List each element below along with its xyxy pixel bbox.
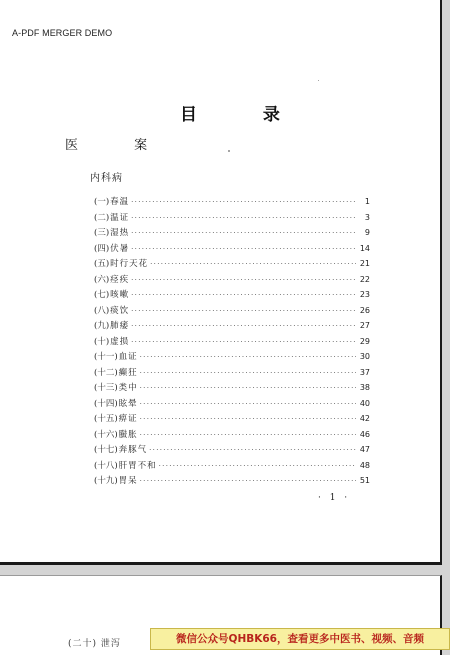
toc-entry-title: 咳嗽 <box>110 288 129 300</box>
toc-entry-title: 肝胃不和 <box>119 459 157 471</box>
toc-entry-page: 23 <box>358 290 370 299</box>
toc-entry[interactable] <box>94 443 370 459</box>
toc-entry[interactable] <box>94 288 370 304</box>
toc-entry-number: (二) <box>94 211 109 223</box>
toc-entry[interactable] <box>94 412 370 428</box>
toc-entry-title: 血证 <box>119 350 138 362</box>
toc-entry-page: 46 <box>358 430 370 439</box>
toc-entry-title: 湿热 <box>110 226 129 238</box>
toc-entry-page: 30 <box>358 352 370 361</box>
toc-leader-dots <box>131 276 356 284</box>
toc-entry-number: (十九) <box>94 474 118 486</box>
scan-speck <box>318 80 319 81</box>
category-heading: 内科病 <box>90 169 123 184</box>
section-title: 医 案 <box>65 134 173 153</box>
toc-leader-dots <box>140 415 356 423</box>
toc-entry-page: 27 <box>358 321 370 330</box>
toc-leader-dots <box>159 462 356 470</box>
toc-entry-number: (九) <box>94 319 109 331</box>
toc-entry[interactable] <box>94 381 370 397</box>
toc-entry-title: 奔豚气 <box>119 443 148 455</box>
toc-leader-dots <box>131 338 356 346</box>
toc-entry[interactable] <box>94 397 370 413</box>
toc-partial-entry: (二十) 泄泻 <box>68 636 121 649</box>
toc-leader-dots <box>149 446 356 454</box>
toc-leader-dots <box>131 307 356 315</box>
toc-entry-title: 类中 <box>119 381 138 393</box>
toc-leader-dots <box>140 384 356 392</box>
toc-entry-page: 26 <box>358 306 370 315</box>
toc-leader-dots <box>140 353 356 361</box>
toc-entry-number: (七) <box>94 288 109 300</box>
toc-entry-number: (十八) <box>94 459 118 471</box>
toc-entry-title: 时行天花 <box>110 257 148 269</box>
toc-leader-dots <box>140 400 356 408</box>
toc-entry-title: 痹证 <box>119 412 138 424</box>
toc-entry-page: 14 <box>358 244 370 253</box>
toc-entry-number: (十五) <box>94 412 118 424</box>
toc-entry[interactable] <box>94 459 370 475</box>
toc-entry-page: 9 <box>358 228 370 237</box>
toc-entry-title: 癫狂 <box>119 366 138 378</box>
toc-entry[interactable] <box>94 273 370 289</box>
toc-entry[interactable] <box>94 474 370 490</box>
toc-entry-page: 51 <box>358 476 370 485</box>
toc-leader-dots <box>131 291 356 299</box>
toc-entry[interactable] <box>94 335 370 351</box>
toc-entry[interactable] <box>94 428 370 444</box>
toc-entry-title: 春温 <box>110 195 129 207</box>
toc-entry-number: (八) <box>94 304 109 316</box>
toc-entry[interactable] <box>94 366 370 382</box>
toc-entry-title: 痉疾 <box>110 273 129 285</box>
toc-entry-page: 3 <box>358 213 370 222</box>
toc-entry-title: 伏暑 <box>110 242 129 254</box>
toc-leader-dots <box>131 245 356 253</box>
toc-entry-number: (三) <box>94 226 109 238</box>
toc-entry-number: (六) <box>94 273 109 285</box>
page-number: · 1 · <box>318 493 350 503</box>
toc-entry[interactable] <box>94 211 370 227</box>
toc-entry[interactable] <box>94 304 370 320</box>
toc-entry-title: 温证 <box>110 211 129 223</box>
toc-title: 目 录 <box>180 100 310 125</box>
toc-entry[interactable] <box>94 242 370 258</box>
toc-entry[interactable] <box>94 350 370 366</box>
toc-entry-page: 48 <box>358 461 370 470</box>
toc-entry[interactable] <box>94 319 370 335</box>
toc-leader-dots <box>131 214 356 222</box>
toc-entry-number: (十七) <box>94 443 118 455</box>
toc-leader-dots <box>131 322 356 330</box>
toc-entry[interactable] <box>94 195 370 211</box>
toc-leader-dots <box>150 260 356 268</box>
toc-entry-number: (十) <box>94 335 109 347</box>
toc-entry-number: (十一) <box>94 350 118 362</box>
toc-entry-page: 40 <box>358 399 370 408</box>
toc-entry-page: 37 <box>358 368 370 377</box>
toc-entry-page: 22 <box>358 275 370 284</box>
toc-leader-dots <box>140 477 356 485</box>
scan-speck <box>228 150 230 152</box>
toc-entry-title: 臌胀 <box>119 428 138 440</box>
toc-entry-page: 38 <box>358 383 370 392</box>
toc-entry-number: (一) <box>94 195 109 207</box>
toc-leader-dots <box>140 431 356 439</box>
toc-entry-number: (十四) <box>94 397 118 409</box>
toc-entry[interactable] <box>94 257 370 273</box>
toc-entry-title: 胃呆 <box>119 474 138 486</box>
toc-entry-number: (四) <box>94 242 109 254</box>
toc-leader-dots <box>131 229 356 237</box>
toc-entry-number: (十三) <box>94 381 118 393</box>
toc-entry-title: 眩晕 <box>119 397 138 409</box>
toc-entry-number: (十二) <box>94 366 118 378</box>
toc-entry-title: 肺痿 <box>110 319 129 331</box>
toc-entry-page: 21 <box>358 259 370 268</box>
toc-leader-dots <box>131 198 356 206</box>
toc-list <box>94 195 370 490</box>
toc-entry-title: 痰饮 <box>110 304 129 316</box>
toc-entry-title: 虚损 <box>110 335 129 347</box>
toc-entry[interactable] <box>94 226 370 242</box>
toc-entry-page: 47 <box>358 445 370 454</box>
toc-entry-number: (五) <box>94 257 109 269</box>
promo-banner: 微信公众号QHBK66，查看更多中医书、视频、音频 <box>150 628 450 650</box>
toc-entry-page: 1 <box>358 197 370 206</box>
toc-entry-page: 29 <box>358 337 370 346</box>
toc-entry-number: (十六) <box>94 428 118 440</box>
toc-leader-dots <box>140 369 356 377</box>
toc-entry-page: 42 <box>358 414 370 423</box>
demo-watermark-label: A-PDF MERGER DEMO <box>12 28 112 38</box>
